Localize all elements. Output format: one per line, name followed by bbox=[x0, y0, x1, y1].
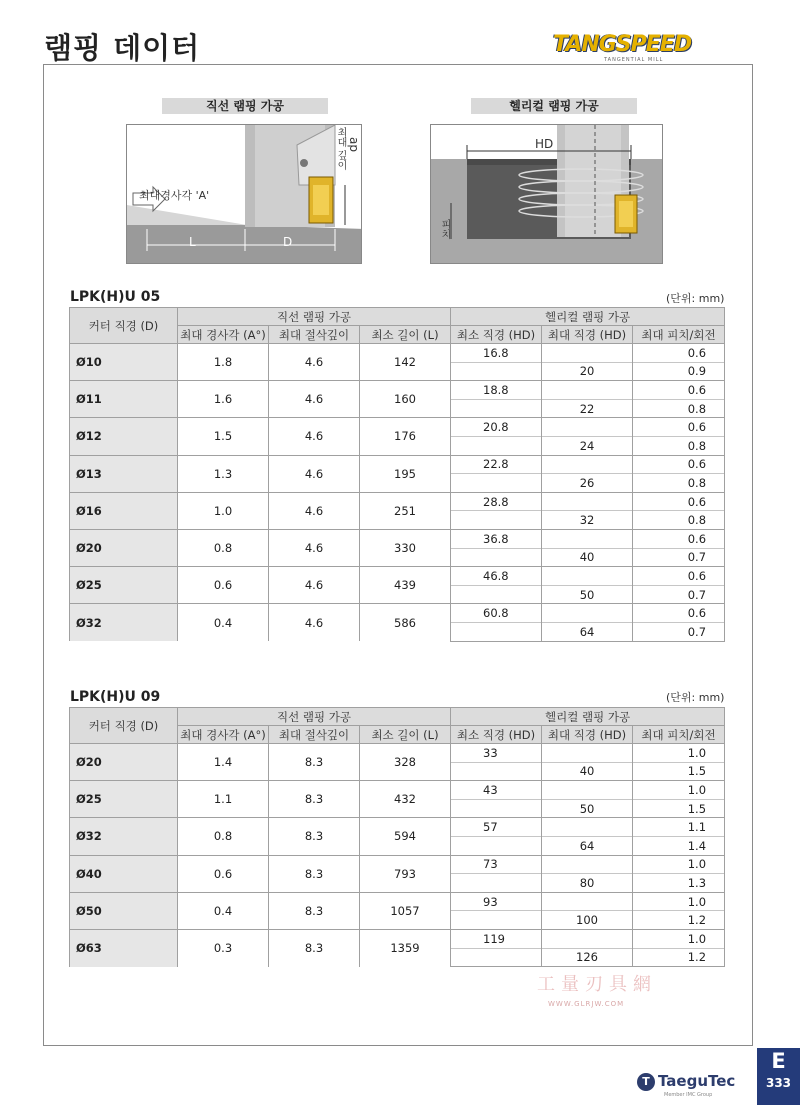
cutter-diameter-cell: Ø25 bbox=[70, 781, 178, 818]
table-row bbox=[70, 455, 725, 474]
min-hd-cell: 36.8 bbox=[451, 529, 542, 548]
max-depth-label: 최대 깊이 bbox=[335, 127, 346, 171]
min-length-cell: 439 bbox=[360, 567, 451, 604]
empty-cell bbox=[542, 344, 633, 363]
cutter-diameter-cell: Ø16 bbox=[70, 492, 178, 529]
pitch-cell: 0.6 bbox=[633, 567, 725, 586]
max-angle-cell: 0.4 bbox=[178, 892, 269, 929]
empty-cell bbox=[451, 762, 542, 781]
max-hd-cell: 20 bbox=[542, 362, 633, 381]
col-group-helical: 헬리컬 램핑 가공 bbox=[451, 708, 725, 726]
pitch-cell: 1.5 bbox=[633, 762, 725, 781]
table-1-unit: (단위: mm) bbox=[666, 292, 725, 305]
empty-cell bbox=[542, 529, 633, 548]
page-title: 램핑 데이터 bbox=[44, 31, 201, 65]
max-angle-cell: 1.0 bbox=[178, 492, 269, 529]
empty-cell bbox=[451, 836, 542, 855]
company-logo bbox=[637, 1072, 735, 1091]
watermark-text: 工量刃具網 bbox=[537, 974, 657, 995]
col-max-depth: 최대 절삭깊이 bbox=[269, 726, 360, 744]
empty-cell bbox=[542, 929, 633, 948]
col-max-depth: 최대 절삭깊이 bbox=[269, 326, 360, 344]
empty-cell bbox=[542, 418, 633, 437]
empty-cell bbox=[451, 474, 542, 493]
pitch-cell: 0.7 bbox=[633, 548, 725, 567]
empty-cell bbox=[451, 585, 542, 604]
watermark-url: WWW.GLRJW.COM bbox=[548, 1000, 625, 1008]
straight-ramping-caption: 직선 램핑 가공 bbox=[162, 98, 328, 114]
empty-cell bbox=[451, 911, 542, 930]
table-row bbox=[70, 744, 725, 763]
ramping-table-05 bbox=[69, 307, 725, 642]
ap-label: ap bbox=[347, 137, 361, 152]
table-row bbox=[70, 529, 725, 548]
diameter-d-label: D bbox=[283, 235, 293, 249]
min-length-cell: 432 bbox=[360, 781, 451, 818]
table-row bbox=[70, 892, 725, 911]
max-angle-cell: 1.1 bbox=[178, 781, 269, 818]
col-max-hd: 최대 직경 (HD) bbox=[542, 726, 633, 744]
pitch-cell: 1.3 bbox=[633, 874, 725, 893]
logo-subtitle: Member IMC Group bbox=[664, 1092, 713, 1098]
table-row bbox=[70, 567, 725, 586]
min-hd-cell: 22.8 bbox=[451, 455, 542, 474]
max-hd-cell: 64 bbox=[542, 836, 633, 855]
straight-ramping-diagram bbox=[126, 124, 362, 264]
max-angle-cell: 0.6 bbox=[178, 567, 269, 604]
brand-subtitle: TANGENTIAL MILL bbox=[604, 57, 664, 63]
min-length-cell: 594 bbox=[360, 818, 451, 855]
cutter-diameter-cell: Ø11 bbox=[70, 381, 178, 418]
table-row bbox=[70, 344, 725, 363]
pitch-cell: 0.6 bbox=[633, 455, 725, 474]
pitch-cell: 0.8 bbox=[633, 511, 725, 530]
min-length-cell: 586 bbox=[360, 604, 451, 641]
empty-cell bbox=[542, 567, 633, 586]
col-max-pitch: 최대 피치/회전 bbox=[633, 326, 725, 344]
max-hd-cell: 22 bbox=[542, 399, 633, 418]
max-angle-cell: 0.6 bbox=[178, 855, 269, 892]
empty-cell bbox=[451, 399, 542, 418]
table-row bbox=[70, 855, 725, 874]
table-row bbox=[70, 604, 725, 623]
max-depth-cell: 4.6 bbox=[269, 567, 360, 604]
cutter-diameter-cell: Ø32 bbox=[70, 818, 178, 855]
empty-cell bbox=[451, 436, 542, 455]
max-angle-cell: 1.8 bbox=[178, 344, 269, 381]
logo-text: TaeguTec bbox=[658, 1072, 736, 1090]
max-depth-cell: 4.6 bbox=[269, 381, 360, 418]
max-depth-cell: 4.6 bbox=[269, 344, 360, 381]
max-angle-cell: 1.5 bbox=[178, 418, 269, 455]
max-angle-cell: 0.4 bbox=[178, 604, 269, 641]
pitch-cell: 1.2 bbox=[633, 911, 725, 930]
section-letter: E bbox=[771, 1049, 786, 1073]
pitch-cell: 0.8 bbox=[633, 399, 725, 418]
min-length-cell: 1057 bbox=[360, 892, 451, 929]
max-hd-cell: 50 bbox=[542, 799, 633, 818]
max-angle-cell: 0.8 bbox=[178, 818, 269, 855]
empty-cell bbox=[542, 744, 633, 763]
helical-ramping-diagram bbox=[430, 124, 663, 264]
pitch-cell: 0.7 bbox=[633, 622, 725, 641]
length-l-label: L bbox=[189, 235, 196, 249]
empty-cell bbox=[451, 511, 542, 530]
max-hd-cell: 126 bbox=[542, 948, 633, 967]
max-hd-cell: 24 bbox=[542, 436, 633, 455]
col-min-hd: 최소 직경 (HD) bbox=[451, 326, 542, 344]
col-group-helical: 헬리컬 램핑 가공 bbox=[451, 308, 725, 326]
min-length-cell: 1359 bbox=[360, 929, 451, 966]
table-row bbox=[70, 781, 725, 800]
max-hd-cell: 100 bbox=[542, 911, 633, 930]
table-row bbox=[70, 492, 725, 511]
cutter-diameter-cell: Ø63 bbox=[70, 929, 178, 966]
table-1-title: LPK(H)U 05 bbox=[70, 289, 161, 305]
table-row bbox=[70, 381, 725, 400]
empty-cell bbox=[451, 874, 542, 893]
max-hd-cell: 40 bbox=[542, 762, 633, 781]
min-length-cell: 142 bbox=[360, 344, 451, 381]
table-row bbox=[70, 929, 725, 948]
min-hd-cell: 119 bbox=[451, 929, 542, 948]
table-row bbox=[70, 418, 725, 437]
pitch-cell: 0.6 bbox=[633, 344, 725, 363]
min-hd-cell: 93 bbox=[451, 892, 542, 911]
max-depth-cell: 4.6 bbox=[269, 529, 360, 566]
pitch-cell: 1.0 bbox=[633, 929, 725, 948]
pitch-cell: 0.6 bbox=[633, 381, 725, 400]
min-hd-cell: 28.8 bbox=[451, 492, 542, 511]
pitch-label: 피치 bbox=[439, 219, 450, 239]
max-depth-cell: 8.3 bbox=[269, 892, 360, 929]
col-min-hd: 최소 직경 (HD) bbox=[451, 726, 542, 744]
empty-cell bbox=[542, 455, 633, 474]
empty-cell bbox=[451, 622, 542, 641]
max-hd-cell: 50 bbox=[542, 585, 633, 604]
col-min-length: 최소 길이 (L) bbox=[360, 726, 451, 744]
empty-cell bbox=[542, 892, 633, 911]
pitch-cell: 1.1 bbox=[633, 818, 725, 837]
empty-cell bbox=[542, 818, 633, 837]
ramping-table-09 bbox=[69, 707, 725, 967]
table-2-title: LPK(H)U 09 bbox=[70, 689, 161, 705]
max-hd-cell: 64 bbox=[542, 622, 633, 641]
max-depth-cell: 8.3 bbox=[269, 781, 360, 818]
min-length-cell: 160 bbox=[360, 381, 451, 418]
pitch-cell: 1.5 bbox=[633, 799, 725, 818]
max-angle-cell: 1.6 bbox=[178, 381, 269, 418]
pitch-cell: 1.0 bbox=[633, 744, 725, 763]
empty-cell bbox=[542, 855, 633, 874]
col-max-pitch: 최대 피치/회전 bbox=[633, 726, 725, 744]
col-max-angle: 최대 경사각 (A°) bbox=[178, 726, 269, 744]
min-length-cell: 330 bbox=[360, 529, 451, 566]
empty-cell bbox=[451, 362, 542, 381]
hd-label: HD bbox=[535, 137, 554, 151]
pitch-cell: 0.8 bbox=[633, 436, 725, 455]
max-hd-cell: 32 bbox=[542, 511, 633, 530]
min-hd-cell: 33 bbox=[451, 744, 542, 763]
min-hd-cell: 18.8 bbox=[451, 381, 542, 400]
max-angle-cell: 0.8 bbox=[178, 529, 269, 566]
col-cutter-diameter: 커터 직경 (D) bbox=[70, 308, 178, 344]
cutter-diameter-cell: Ø20 bbox=[70, 744, 178, 781]
col-cutter-diameter: 커터 직경 (D) bbox=[70, 708, 178, 744]
max-depth-cell: 4.6 bbox=[269, 418, 360, 455]
table-2-unit: (단위: mm) bbox=[666, 691, 725, 704]
max-angle-cell: 1.4 bbox=[178, 744, 269, 781]
empty-cell bbox=[451, 799, 542, 818]
max-hd-cell: 40 bbox=[542, 548, 633, 567]
col-max-angle: 최대 경사각 (A°) bbox=[178, 326, 269, 344]
pitch-cell: 0.6 bbox=[633, 604, 725, 623]
helical-ramping-caption: 헬리컬 램핑 가공 bbox=[471, 98, 637, 114]
ramp-angle-label: 최대경사각 'A' bbox=[139, 189, 210, 202]
cutter-diameter-cell: Ø10 bbox=[70, 344, 178, 381]
min-hd-cell: 20.8 bbox=[451, 418, 542, 437]
max-angle-cell: 0.3 bbox=[178, 929, 269, 966]
pitch-cell: 1.0 bbox=[633, 892, 725, 911]
min-length-cell: 328 bbox=[360, 744, 451, 781]
min-hd-cell: 43 bbox=[451, 781, 542, 800]
pitch-cell: 0.8 bbox=[633, 474, 725, 493]
empty-cell bbox=[542, 604, 633, 623]
cutter-diameter-cell: Ø25 bbox=[70, 567, 178, 604]
col-min-length: 최소 길이 (L) bbox=[360, 326, 451, 344]
table-row bbox=[70, 818, 725, 837]
pitch-cell: 0.9 bbox=[633, 362, 725, 381]
empty-cell bbox=[451, 948, 542, 967]
pitch-cell: 0.6 bbox=[633, 418, 725, 437]
min-hd-cell: 57 bbox=[451, 818, 542, 837]
pitch-cell: 0.7 bbox=[633, 585, 725, 604]
min-hd-cell: 46.8 bbox=[451, 567, 542, 586]
cutter-diameter-cell: Ø50 bbox=[70, 892, 178, 929]
pitch-cell: 0.6 bbox=[633, 492, 725, 511]
col-max-hd: 최대 직경 (HD) bbox=[542, 326, 633, 344]
max-hd-cell: 80 bbox=[542, 874, 633, 893]
empty-cell bbox=[542, 381, 633, 400]
logo-mark-icon: T bbox=[637, 1073, 655, 1091]
page-number: 333 bbox=[765, 1076, 792, 1090]
cutter-diameter-cell: Ø32 bbox=[70, 604, 178, 641]
cutter-diameter-cell: Ø40 bbox=[70, 855, 178, 892]
empty-cell bbox=[542, 492, 633, 511]
empty-cell bbox=[542, 781, 633, 800]
min-hd-cell: 60.8 bbox=[451, 604, 542, 623]
max-angle-cell: 1.3 bbox=[178, 455, 269, 492]
pitch-cell: 1.0 bbox=[633, 855, 725, 874]
min-length-cell: 251 bbox=[360, 492, 451, 529]
pitch-cell: 0.6 bbox=[633, 529, 725, 548]
pitch-cell: 1.2 bbox=[633, 948, 725, 967]
max-depth-cell: 8.3 bbox=[269, 855, 360, 892]
max-depth-cell: 8.3 bbox=[269, 818, 360, 855]
cutter-diameter-cell: Ø20 bbox=[70, 529, 178, 566]
min-hd-cell: 73 bbox=[451, 855, 542, 874]
cutter-diameter-cell: Ø13 bbox=[70, 455, 178, 492]
min-length-cell: 195 bbox=[360, 455, 451, 492]
max-depth-cell: 8.3 bbox=[269, 929, 360, 966]
col-group-straight: 직선 램핑 가공 bbox=[178, 708, 451, 726]
empty-cell bbox=[451, 548, 542, 567]
pitch-cell: 1.0 bbox=[633, 781, 725, 800]
section-tab bbox=[757, 1048, 800, 1105]
brand-logo: TANGSPEED bbox=[553, 32, 692, 57]
cutter-diameter-cell: Ø12 bbox=[70, 418, 178, 455]
max-depth-cell: 4.6 bbox=[269, 492, 360, 529]
max-depth-cell: 4.6 bbox=[269, 604, 360, 641]
max-depth-cell: 8.3 bbox=[269, 744, 360, 781]
min-hd-cell: 16.8 bbox=[451, 344, 542, 363]
min-length-cell: 793 bbox=[360, 855, 451, 892]
col-group-straight: 직선 램핑 가공 bbox=[178, 308, 451, 326]
min-length-cell: 176 bbox=[360, 418, 451, 455]
pitch-cell: 1.4 bbox=[633, 836, 725, 855]
max-depth-cell: 4.6 bbox=[269, 455, 360, 492]
max-hd-cell: 26 bbox=[542, 474, 633, 493]
